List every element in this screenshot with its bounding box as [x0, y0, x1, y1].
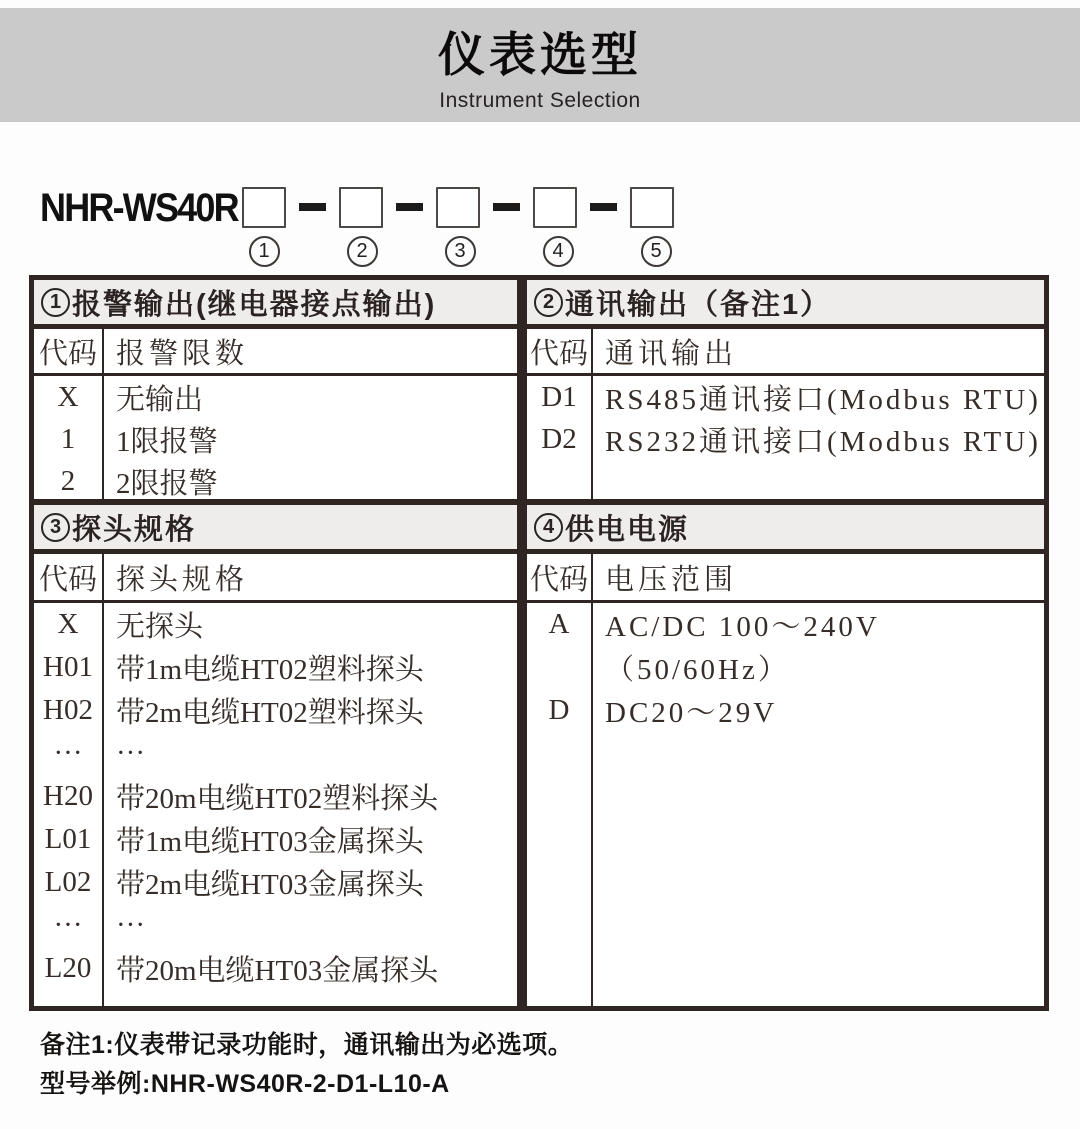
desc-cell: 带20m电缆HT02塑料探头 [116, 783, 439, 815]
desc-cell: AC/DC 100～240V [605, 611, 880, 643]
code-column-header: 代码 [527, 554, 593, 600]
section-title: 探头规格 [72, 513, 197, 546]
circled-number-2: 2 [347, 236, 378, 267]
desc-cell: 无探头 [116, 611, 204, 643]
desc-cell: 2限报警 [116, 467, 218, 500]
code-cell: ··· [53, 909, 83, 941]
circled-number-3: 3 [445, 236, 476, 267]
note-model-example: 型号举例:NHR-WS40R-2-D1-L10-A [40, 1070, 450, 1098]
code-cell: H01 [43, 651, 93, 683]
section-title: 通讯输出（备注1） [565, 288, 832, 321]
column-header-row [34, 329, 517, 376]
column-header-row [527, 329, 1044, 376]
code-cell: D2 [541, 422, 577, 455]
section-body [34, 603, 517, 1006]
circled-number-icon: 4 [534, 513, 563, 542]
section-body [527, 376, 1044, 499]
desc-column-header: 探头规格 [116, 563, 249, 596]
code-cell: H02 [43, 694, 93, 726]
desc-cell: DC20～29V [605, 697, 778, 729]
circled-number-5: 5 [641, 236, 672, 267]
footnotes [40, 1026, 573, 1104]
section-header [527, 280, 1044, 329]
model-position-box-2 [339, 187, 383, 228]
desc-cell: RS232通讯接口(Modbus RTU) [605, 425, 1041, 458]
model-position-box-3 [436, 187, 480, 228]
circled-number-icon: 1 [41, 288, 70, 317]
desc-column [593, 376, 1044, 499]
dash-separator [493, 203, 520, 211]
section-comm-output [527, 280, 1044, 505]
code-column-header: 代码 [34, 554, 104, 600]
desc-cell: 带20m电缆HT03金属探头 [116, 955, 439, 987]
desc-cell: 1限报警 [116, 425, 218, 458]
dash-separator [396, 203, 423, 211]
column-header-row [34, 554, 517, 603]
code-cell: D [548, 694, 570, 726]
circled-number-4: 4 [543, 236, 574, 267]
code-cell: 2 [60, 464, 76, 497]
desc-cell: （50/60Hz） [605, 654, 790, 686]
code-cell: H20 [43, 780, 93, 812]
section-header [34, 505, 517, 554]
code-cell: L01 [44, 823, 92, 855]
code-cell: A [548, 608, 570, 640]
model-code-boxes [242, 185, 674, 229]
section-header [34, 280, 517, 329]
table-right-column [522, 280, 1044, 1006]
section-body [34, 376, 517, 499]
section-title: 报警输出(继电器接点输出) [72, 288, 437, 321]
model-position-box-1 [242, 187, 286, 228]
code-cell: X [57, 608, 79, 640]
desc-cell: 带1m电缆HT02塑料探头 [116, 654, 424, 686]
section-title: 供电电源 [565, 513, 690, 546]
desc-cell: 带2m电缆HT03金属探头 [116, 869, 424, 901]
desc-cell: 无输出 [116, 383, 204, 416]
title-banner [0, 8, 1080, 122]
desc-cell: 带1m电缆HT03金属探头 [116, 826, 424, 858]
circled-number-1: 1 [249, 236, 280, 267]
code-column-header: 代码 [34, 329, 104, 373]
section-probe-spec [34, 505, 517, 1006]
circled-number-icon: 2 [534, 288, 563, 317]
desc-cell: RS485通讯接口(Modbus RTU) [605, 383, 1041, 416]
desc-column-header: 电压范围 [605, 563, 738, 596]
section-power-supply [527, 505, 1044, 1006]
section-header [527, 505, 1044, 554]
code-cell: L20 [44, 952, 92, 984]
model-position-box-5 [630, 187, 674, 228]
desc-column-header: 通讯输出 [605, 337, 738, 370]
code-column [34, 603, 104, 1006]
desc-column [104, 603, 517, 1006]
code-column-header: 代码 [527, 329, 593, 373]
section-body [527, 603, 1044, 1006]
model-prefix: NHR-WS40R [40, 186, 238, 230]
selection-table [29, 275, 1049, 1011]
code-column [527, 376, 593, 499]
desc-column [104, 376, 517, 499]
code-cell [527, 646, 591, 689]
code-column [527, 603, 593, 1006]
desc-cell: ··· [116, 737, 145, 769]
code-cell: 1 [60, 422, 76, 455]
table-left-column [34, 280, 522, 1006]
column-header-row [527, 554, 1044, 603]
page-title: 仪表选型 [438, 28, 642, 81]
code-cell: L02 [44, 866, 92, 898]
note-remark: 备注1:仪表带记录功能时，通讯输出为必选项。 [40, 1031, 574, 1059]
code-cell: D1 [541, 380, 577, 413]
code-cell: ··· [53, 737, 83, 769]
position-numbers [242, 236, 678, 267]
desc-cell: 带2m电缆HT02塑料探头 [116, 697, 424, 729]
dash-separator [590, 203, 617, 211]
desc-cell: ··· [116, 909, 145, 941]
section-alarm-output [34, 280, 517, 505]
code-column [34, 376, 104, 499]
desc-column [593, 603, 1044, 1006]
model-position-box-4 [533, 187, 577, 228]
desc-column-header: 报警限数 [116, 337, 249, 370]
code-cell: X [57, 380, 79, 413]
circled-number-icon: 3 [41, 513, 70, 542]
dash-separator [299, 203, 326, 211]
page-subtitle: Instrument Selection [439, 89, 641, 112]
